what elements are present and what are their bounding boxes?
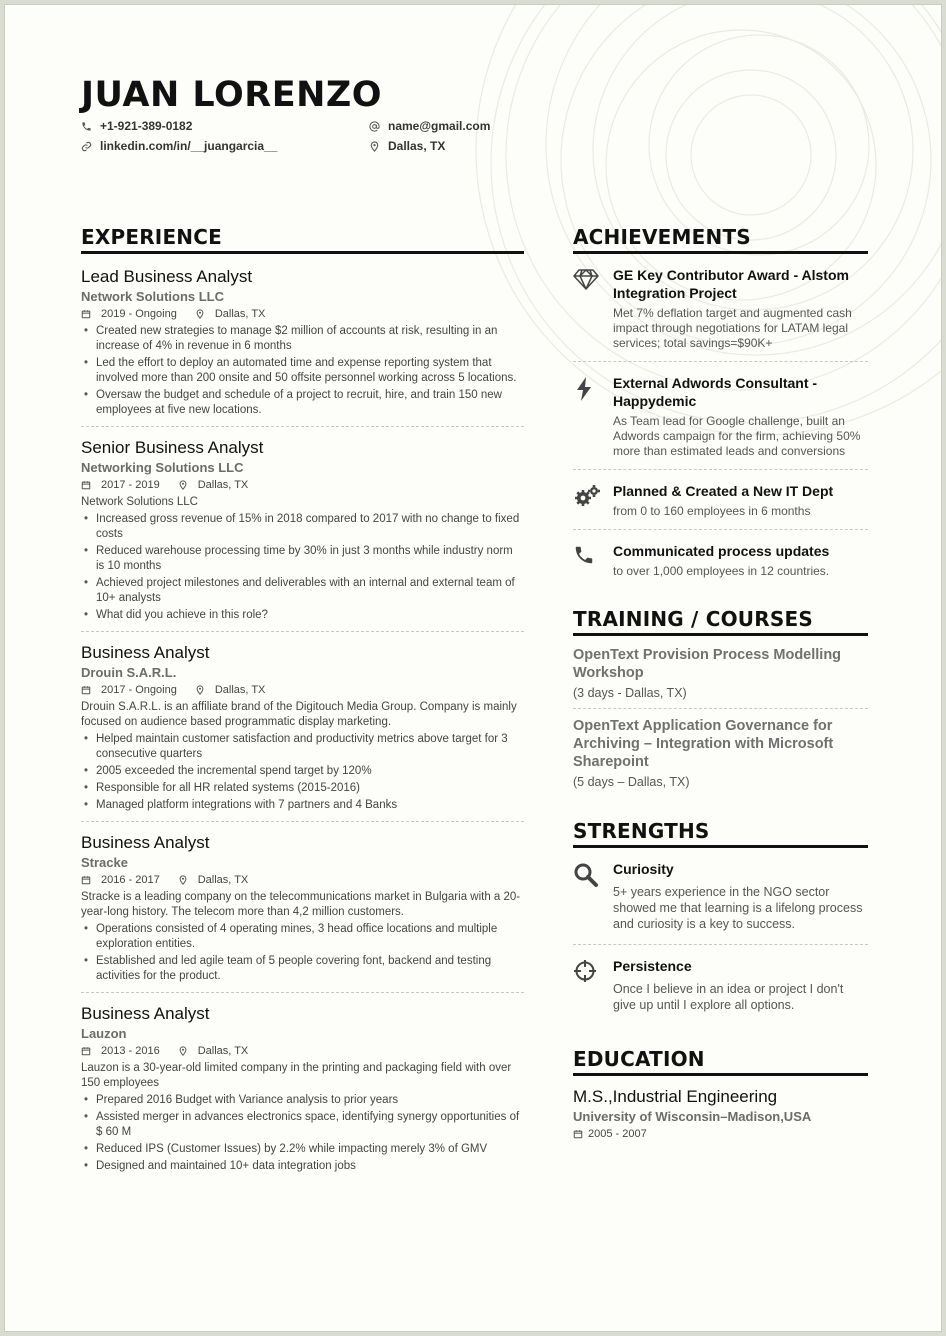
job-title: Business Analyst bbox=[81, 833, 210, 852]
resume-page bbox=[4, 4, 942, 1332]
at-icon bbox=[369, 121, 380, 132]
experience-list bbox=[81, 254, 524, 1182]
map-pin-icon bbox=[178, 480, 193, 490]
bullet-item: • Increased gross revenue of 15% in 2018 compared to 2017 with no change to fixed costs bbox=[81, 512, 524, 542]
location-text: Dallas, TX bbox=[388, 139, 446, 153]
bullet-item: • Achieved project milestones and deliverables with an internal and external team of 10+ analysts bbox=[81, 576, 524, 606]
job-description: Lauzon is a 30-year-old limited company in the printing and packaging field with over 150 employees bbox=[81, 1062, 512, 1089]
education-school: University of Wisconsin–Madison,USA bbox=[573, 1109, 812, 1124]
bullet-item: • Reduced IPS (Customer Issues) by 2.2% while impacting merely 3% of GMV bbox=[81, 1142, 524, 1157]
job-description: Drouin S.A.R.L. is an affiliate brand of the Digitouch Media Group. Company is mainly focused on audience based programmatic display marketing. bbox=[81, 701, 517, 728]
bullet-item: • Helped maintain customer satisfaction and productivity metrics above target for 3 consecutive quarters bbox=[81, 732, 524, 762]
job-dates: 2016 - 2017 bbox=[101, 874, 160, 886]
job-entry bbox=[81, 632, 524, 822]
diamond-icon bbox=[573, 268, 599, 351]
magnifier-icon bbox=[573, 862, 599, 888]
job-location: Dallas, TX bbox=[197, 874, 249, 886]
strength-body bbox=[613, 957, 868, 1013]
bullet-item: • Designed and maintained 10+ data integration jobs bbox=[81, 1159, 524, 1174]
job-title: Business Analyst bbox=[81, 1004, 210, 1023]
strength-body bbox=[613, 860, 868, 932]
training-list bbox=[573, 636, 868, 797]
experience-heading: EXPERIENCE bbox=[81, 225, 524, 254]
achievement-description: As Team lead for Google challenge, built an Adwords campaign for the firm, achieving 50% more than estimated leads and conversions bbox=[613, 414, 861, 458]
achievement-title: GE Key Contributor Award - Alstom Integration Project bbox=[613, 267, 849, 301]
calendar-icon bbox=[81, 875, 96, 885]
company-name: Stracke bbox=[81, 855, 128, 870]
bullet-item: • Led the effort to deploy an automated time and expense reporting system that involved more than 200 onsite and 50 offsite personnel working across 5 locations. bbox=[81, 356, 524, 386]
calendar-icon bbox=[81, 309, 96, 319]
course-item bbox=[573, 636, 868, 709]
map-pin-icon bbox=[178, 1046, 193, 1056]
bullet-item: • Created new strategies to manage $2 million of accounts at risk, resulting in an increase of 4% in revenue in 6 months bbox=[81, 324, 524, 354]
job-bullets bbox=[81, 732, 524, 813]
job-title: Lead Business Analyst bbox=[81, 267, 253, 286]
job-dates: 2019 - Ongoing bbox=[101, 308, 177, 320]
job-meta bbox=[81, 306, 524, 322]
job-bullets bbox=[81, 1093, 524, 1174]
candidate-name: JUAN LORENZO bbox=[81, 75, 383, 115]
job-bullets bbox=[81, 512, 524, 623]
achievement-body bbox=[613, 266, 868, 351]
job-title: Senior Business Analyst bbox=[81, 438, 264, 457]
calendar-icon bbox=[81, 1046, 96, 1056]
bullet-item: • Responsible for all HR related systems (2015-2016) bbox=[81, 781, 524, 796]
achievements-list bbox=[573, 254, 868, 589]
strengths-list bbox=[573, 848, 868, 1025]
achievement-item bbox=[573, 362, 868, 470]
right-column bbox=[573, 225, 868, 1142]
achievement-description: Met 7% deflation target and augmented cash impact through negotiations for LATAM legal services; total savings=$90K+ bbox=[613, 306, 852, 350]
course-title: OpenText Application Governance for Archiving – Integration with Microsoft Sharepoint bbox=[573, 718, 834, 770]
training-heading: TRAINING / COURSES bbox=[573, 607, 868, 636]
phone-text: +1-921-389-0182 bbox=[100, 119, 193, 133]
link-icon bbox=[81, 141, 92, 152]
education-dates-wrap bbox=[573, 1126, 647, 1142]
company-name: Network Solutions LLC bbox=[81, 289, 224, 304]
job-entry bbox=[81, 254, 524, 427]
achievement-item bbox=[573, 254, 868, 362]
course-details: (5 days – Dallas, TX) bbox=[573, 775, 690, 789]
map-pin-icon bbox=[369, 141, 380, 152]
achievement-icon-wrap bbox=[573, 482, 613, 519]
strength-description: Once I believe in an idea or project I don't give up until I explore all options. bbox=[613, 982, 844, 1012]
gears-icon bbox=[573, 484, 601, 519]
achievement-title: External Adwords Consultant - Happydemic bbox=[613, 375, 818, 409]
job-location-wrap bbox=[195, 682, 266, 698]
achievement-title: Communicated process updates bbox=[613, 543, 830, 559]
phone-contact bbox=[81, 119, 192, 133]
job-meta bbox=[81, 1043, 524, 1059]
job-location: Dallas, TX bbox=[214, 308, 266, 320]
calendar-icon bbox=[573, 1129, 583, 1139]
achievement-icon-wrap bbox=[573, 266, 613, 351]
job-dates: 2017 - Ongoing bbox=[101, 684, 177, 696]
linkedin-contact[interactable] bbox=[81, 139, 277, 153]
map-pin-icon bbox=[195, 685, 210, 695]
job-entry bbox=[81, 427, 524, 632]
job-location-wrap bbox=[178, 1043, 249, 1059]
job-dates-wrap bbox=[81, 477, 160, 493]
education-degree: M.S.,Industrial Engineering bbox=[573, 1087, 778, 1106]
job-bullets bbox=[81, 324, 524, 418]
achievement-description: to over 1,000 employees in 12 countries. bbox=[613, 564, 830, 578]
strength-icon-wrap bbox=[573, 860, 613, 932]
achievement-body bbox=[613, 374, 868, 459]
job-dates-wrap bbox=[81, 306, 177, 322]
bullet-item: • Operations consisted of 4 operating mines, 3 head office locations and multiple exploration entities. bbox=[81, 922, 524, 952]
job-meta bbox=[81, 872, 524, 888]
job-location-wrap bbox=[178, 872, 249, 888]
strengths-heading: STRENGTHS bbox=[573, 819, 868, 848]
strength-title: Curiosity bbox=[613, 861, 674, 877]
job-location: Dallas, TX bbox=[197, 1045, 249, 1057]
crosshair-icon bbox=[573, 959, 597, 983]
job-meta bbox=[81, 682, 524, 698]
bullet-item: • Prepared 2016 Budget with Variance analysis to prior years bbox=[81, 1093, 524, 1108]
course-details: (3 days - Dallas, TX) bbox=[573, 686, 687, 700]
email-text[interactable]: name@gmail.com bbox=[388, 119, 491, 133]
map-pin-icon bbox=[178, 875, 193, 885]
strength-title: Persistence bbox=[613, 958, 692, 974]
job-dates: 2013 - 2016 bbox=[101, 1045, 160, 1057]
achievement-icon-wrap bbox=[573, 374, 613, 459]
achievement-icon-wrap bbox=[573, 542, 613, 579]
company-name: Lauzon bbox=[81, 1026, 127, 1041]
achievement-item bbox=[573, 470, 868, 530]
job-description: Stracke is a leading company on the telecommunications market in Bulgaria with a 20-year-long history. The telecom more than 4,2 million customers. bbox=[81, 891, 521, 918]
strength-icon-wrap bbox=[573, 957, 613, 1013]
strength-description: 5+ years experience in the NGO sector showed me that learning is a lifelong process and curiosity is a key to success. bbox=[613, 885, 863, 931]
left-column bbox=[81, 225, 524, 1182]
calendar-icon bbox=[81, 480, 96, 490]
company-name: Networking Solutions LLC bbox=[81, 460, 244, 475]
job-location-wrap bbox=[195, 306, 266, 322]
job-location: Dallas, TX bbox=[197, 479, 249, 491]
bullet-item: • Established and led agile team of 5 people covering font, backend and testing activities for the product. bbox=[81, 954, 524, 984]
bullet-item: • What did you achieve in this role? bbox=[81, 608, 524, 623]
achievement-description: from 0 to 160 employees in 6 months bbox=[613, 504, 811, 518]
job-dates-wrap bbox=[81, 872, 160, 888]
calendar-icon bbox=[81, 685, 96, 695]
achievements-heading: ACHIEVEMENTS bbox=[573, 225, 868, 254]
job-dates-wrap bbox=[81, 1043, 160, 1059]
lightning-icon bbox=[573, 376, 595, 459]
bullet-item: • Oversaw the budget and schedule of a project to recruit, hire, and train 150 new employees at five new locations. bbox=[81, 388, 524, 418]
strength-item bbox=[573, 945, 868, 1025]
location-contact bbox=[369, 139, 445, 153]
achievement-item bbox=[573, 530, 868, 589]
education-heading: EDUCATION bbox=[573, 1047, 868, 1076]
education-dates: 2005 - 2007 bbox=[588, 1128, 647, 1140]
achievement-body bbox=[613, 542, 829, 579]
job-dates: 2017 - 2019 bbox=[101, 479, 160, 491]
email-contact[interactable] bbox=[369, 119, 490, 133]
achievement-title: Planned & Created a New IT Dept bbox=[613, 483, 834, 499]
job-entry bbox=[81, 993, 524, 1182]
job-meta bbox=[81, 477, 524, 493]
achievement-body bbox=[613, 482, 833, 519]
bullet-item: • Managed platform integrations with 7 partners and 4 Banks bbox=[81, 798, 524, 813]
linkedin-text[interactable]: linkedin.com/in/__juangarcia__ bbox=[100, 139, 278, 153]
bullet-item: • Reduced warehouse processing time by 30% in just 3 months while industry norm is 10 months bbox=[81, 544, 524, 574]
job-title: Business Analyst bbox=[81, 643, 210, 662]
bullet-item: • Assisted merger in advances electronics space, identifying synergy opportunities of $ 60 M bbox=[81, 1110, 524, 1140]
company-name: Drouin S.A.R.L. bbox=[81, 665, 177, 680]
job-description: Network Solutions LLC bbox=[81, 496, 198, 508]
job-dates-wrap bbox=[81, 682, 177, 698]
course-title: OpenText Provision Process Modelling Workshop bbox=[573, 647, 842, 681]
education-meta bbox=[573, 1126, 868, 1142]
phone-icon bbox=[81, 121, 92, 132]
job-entry bbox=[81, 822, 524, 993]
course-item bbox=[573, 709, 868, 797]
job-location-wrap bbox=[178, 477, 249, 493]
map-pin-icon bbox=[195, 309, 210, 319]
bullet-item: • 2005 exceeded the incremental spend target by 120% bbox=[81, 764, 524, 779]
job-location: Dallas, TX bbox=[214, 684, 266, 696]
job-bullets bbox=[81, 922, 524, 984]
phone-icon bbox=[573, 544, 595, 579]
strength-item bbox=[573, 848, 868, 945]
